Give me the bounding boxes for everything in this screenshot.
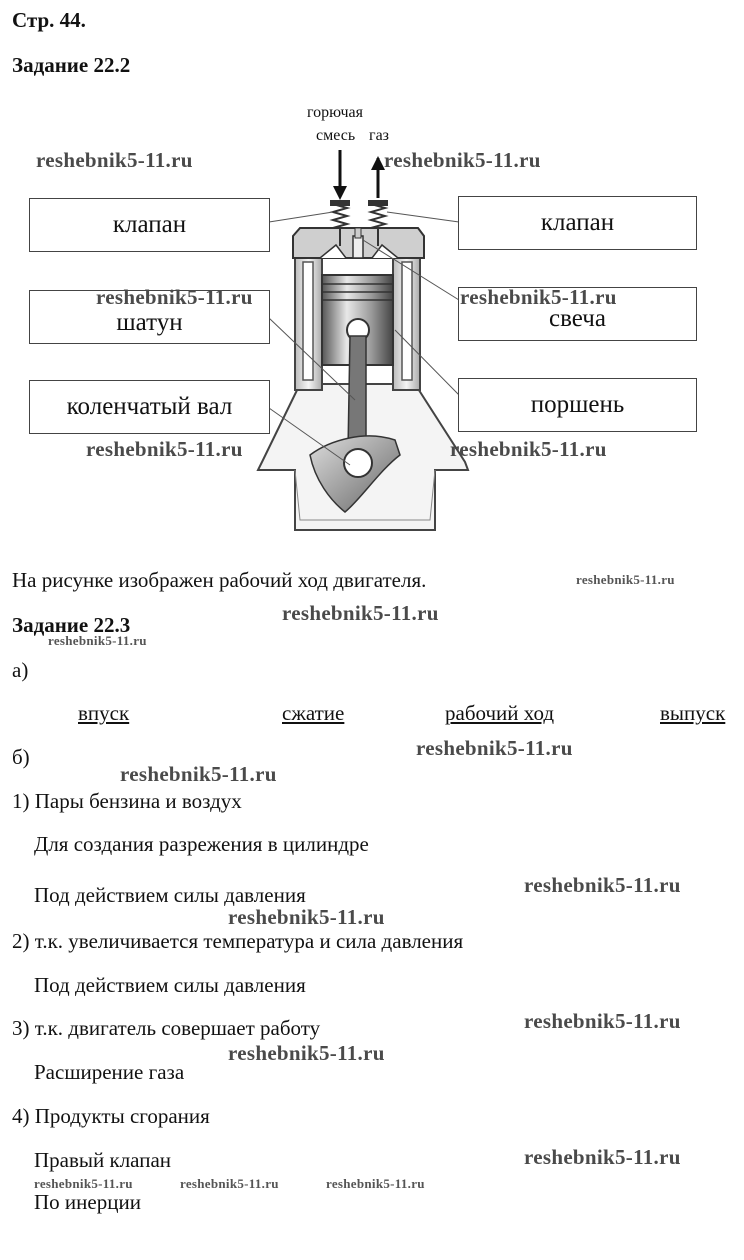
task-22-2-title: Задание 22.2 [12,53,131,77]
label-fuel-mixture-1: горючая [307,104,364,121]
watermark: reshebnik5-11.ru [120,762,277,786]
watermark: reshebnik5-11.ru [228,1041,385,1065]
label-box-valve-left: клапан [29,198,270,252]
watermark: reshebnik5-11.ru [180,1176,279,1191]
stroke-power: рабочий ход [445,701,555,725]
label-box-spark-plug: свеча [458,287,697,341]
watermark: reshebnik5-11.ru [524,1009,681,1033]
watermark: reshebnik5-11.ru [384,148,541,172]
page-reference: Стр. 44. [12,8,86,32]
answer-line-1: 1) Пары бензина и воздух [12,789,242,813]
stroke-compression: сжатие [282,701,345,725]
stroke-intake: впуск [78,701,130,725]
label-box-piston: поршень [458,378,697,432]
watermark: reshebnik5-11.ru [34,1176,133,1191]
label-box-valve-right: клапан [458,196,697,250]
exhaust-arrow [371,156,385,198]
watermark: reshebnik5-11.ru [524,873,681,897]
intake-arrow [333,150,347,200]
spark-plug [353,236,363,258]
watermark: reshebnik5-11.ru [96,285,253,309]
answer-line-4: 2) т.к. увеличивается температура и сила давления [12,929,464,953]
watermark: reshebnik5-11.ru [416,736,573,760]
watermark: reshebnik5-11.ru [326,1176,425,1191]
watermark: reshebnik5-11.ru [450,437,607,461]
watermark: reshebnik5-11.ru [228,905,385,929]
answer-line-5: Под действием силы давления [34,973,306,997]
part-b-label: б) [12,745,30,769]
watermark: reshebnik5-11.ru [576,572,675,587]
watermark: reshebnik5-11.ru [48,633,147,648]
answer-line-10: По инерции [34,1190,141,1214]
answer-line-3: Под действием силы давления [34,883,306,907]
answer-line-7: Расширение газа [34,1060,185,1084]
part-a-label: а) [12,658,29,682]
label-box-connecting-rod: шатун [29,290,270,344]
connecting-rod [348,336,366,450]
label-gas: газ [369,127,389,144]
label-fuel-mixture-2: смесь [316,127,356,144]
answer-line-6: 3) т.к. двигатель совершает работу [12,1016,321,1040]
watermark: reshebnik5-11.ru [86,437,243,461]
task-22-3-title: Задание 22.3 [12,613,131,637]
label-box-crankshaft: коленчатый вал [29,380,270,434]
answer-line-2: Для создания разрежения в цилиндре [34,832,369,856]
watermark: reshebnik5-11.ru [36,148,193,172]
answer-line-9: Правый клапан [34,1148,172,1172]
answer-line-8: 4) Продукты сгорания [12,1104,210,1128]
watermark: reshebnik5-11.ru [460,285,617,309]
stroke-exhaust: выпуск [660,701,726,725]
watermark: reshebnik5-11.ru [524,1145,681,1169]
diagram-caption: На рисунке изображен рабочий ход двигателя. [12,568,427,592]
watermark: reshebnik5-11.ru [282,601,439,625]
